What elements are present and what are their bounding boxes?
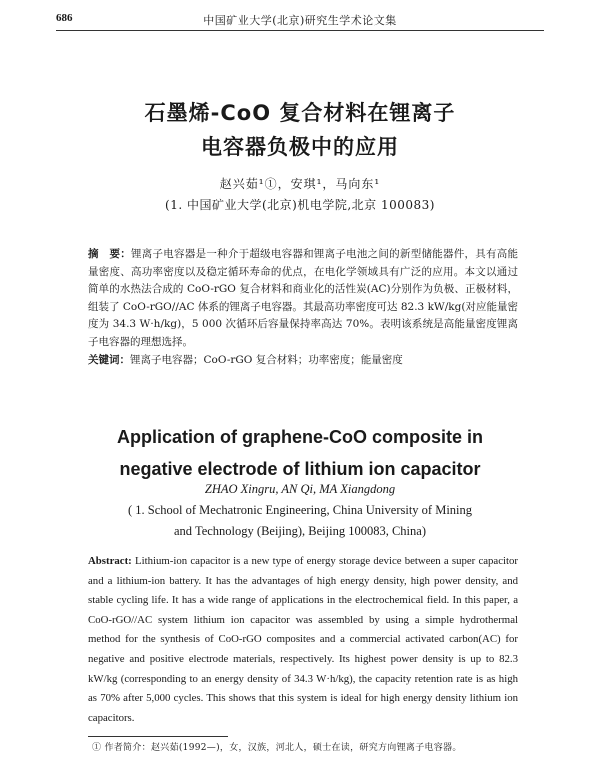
chinese-keywords-text: 锂离子电容器；CoO-rGO 复合材料；功率密度；能量密度	[130, 354, 403, 366]
page-number: 686	[56, 12, 73, 24]
chinese-abstract	[88, 246, 518, 351]
english-authors: ZHAO Xingru, AN Qi, MA Xiangdong	[204, 482, 396, 496]
chinese-title-line-2: 电容器负极中的应用	[201, 135, 399, 159]
english-abstract-label: Abstract:	[88, 555, 132, 567]
chinese-title-line-1: 石墨烯-CoO 复合材料在锂离子	[144, 101, 456, 125]
author-footnote: ① 作者简介：赵兴茹(1992—)，女，汉族，河北人，硕士在读，研究方向锂离子电容器。	[92, 743, 462, 753]
running-head-title: 中国矿业大学(北京)研究生学术论文集	[203, 14, 397, 27]
chinese-abstract-text: 锂离子电容器是一种介于超级电容器和锂离子电池之间的新型储能器件，具有高能量密度、高功率密度以及稳定循环寿命的优点，在电化学领域具有广泛的应用。本文以通过简单的水热法合成的 CoO-rGO 复合材料和商业化的活性炭(AC)分别作为负极、正极材料，组装了 CoO-rGO//AC 体系的锂离子电容器。其最高功率密度可达 82.3 kW/kg(对应能量密度为 34.3 W·h/kg)，5 000 次循环后容量保持率高达 70%。表明该系统是高能量密度锂离子电容器的理想选择。	[88, 248, 519, 348]
chinese-affiliation: (1. 中国矿业大学(北京)机电学院,北京 100083)	[165, 198, 435, 212]
running-header	[56, 12, 544, 31]
english-affiliation-line-1: ( 1. School of Mechatronic Engineering, China University of Mining	[127, 503, 473, 517]
chinese-title	[40, 96, 560, 164]
chinese-abstract-label: 摘 要：	[88, 248, 132, 260]
english-abstract	[88, 552, 518, 728]
english-affiliation	[100, 500, 500, 542]
footnote-divider	[88, 736, 228, 737]
chinese-keywords	[88, 352, 518, 369]
english-title-line-1: Application of graphene-CoO composite in	[116, 427, 483, 447]
english-abstract-text: Lithium-ion capacitor is a new type of energy storage device between a super capacitor and a lithium-ion battery. It has the advantages of high energy density, high power density, and stable cycling life. It has a wide range of applications in the electrochemical field. In this paper, a CoO-rGO//AC system lithium ion capacitor was assembled by using a simple hydrothermal method for the synthesis of CoO-rGO composites and a commercial activated carbon(AC) for negative and positive electrode materials, respectively. Its highest power density is up to 82.3 kW/kg (corresponding to an energy density of 34.3 W·h/kg), the capacity retention rate is as high as 70% after 5,000 cycles. This shows that this system is ideal for high energy density lithium ion capacitors.	[88, 555, 519, 724]
english-affiliation-line-2: and Technology (Beijing), Beijing 100083, China)	[174, 524, 426, 538]
chinese-authors: 赵兴茹¹①，安琪¹，马向东¹	[219, 177, 381, 191]
english-title-line-2: negative electrode of lithium ion capacitor	[119, 459, 481, 479]
chinese-keywords-label: 关键词：	[88, 354, 130, 366]
english-title	[60, 421, 540, 485]
